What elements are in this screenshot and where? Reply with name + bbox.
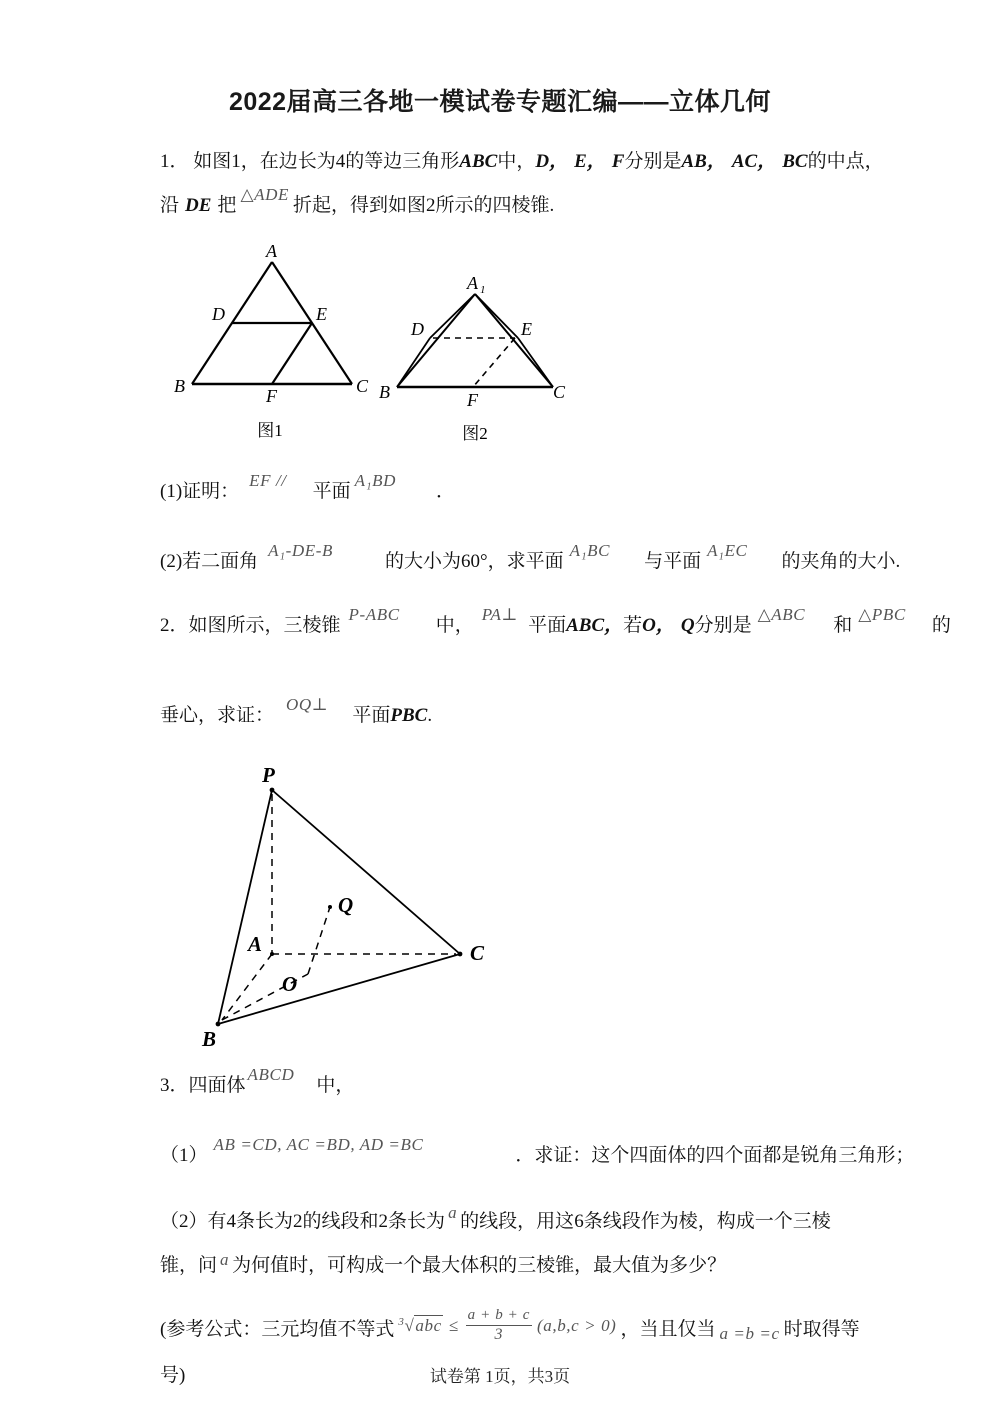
q1-p1-plane: 平面 bbox=[312, 481, 351, 502]
q2-formula-pa-perp: PA⊥ bbox=[481, 605, 519, 624]
figure-2-svg bbox=[375, 272, 575, 412]
q1-p2-formula-a1bc: A₁BC bbox=[569, 541, 611, 560]
q3-p1-text: ．求证：这个四面体的四个面都是锐角三角形； bbox=[515, 1145, 915, 1166]
q1-text-d: 的等边三角形 bbox=[345, 151, 460, 172]
q1-text-c: 4 bbox=[335, 151, 346, 172]
q1-var-ab: AB， bbox=[681, 151, 726, 172]
q2-formula-tri-pbc: △PBC bbox=[858, 605, 906, 624]
q3-text-b: 中， bbox=[316, 1075, 355, 1096]
q3-text-a: 四面体 bbox=[188, 1075, 246, 1096]
q1-var-abc: ABC bbox=[459, 151, 498, 172]
q3-p2-c: 条长为 bbox=[236, 1211, 294, 1232]
q3-note-b: ，当且仅当 bbox=[620, 1319, 716, 1340]
q1-text-b: 1，在边长为 bbox=[231, 151, 336, 172]
q2-text-c: 平面 bbox=[528, 615, 567, 636]
q3-p2-a: （2）有 bbox=[160, 1211, 227, 1232]
question-3-line-1 bbox=[160, 1064, 840, 1108]
q3-note-fraction bbox=[466, 1307, 532, 1344]
q1-var-bc: BC bbox=[782, 151, 808, 172]
q2-l2-a: 垂心，求证： bbox=[160, 705, 275, 726]
figure-1 bbox=[170, 244, 370, 441]
figure-1-label-A: A bbox=[266, 244, 277, 261]
q3-p2-g: 条长为 bbox=[388, 1211, 446, 1232]
q2-var-o: O， bbox=[642, 615, 675, 636]
q2-var-q: Q bbox=[680, 615, 695, 636]
figure-1-label-C: C bbox=[356, 376, 369, 396]
question-3-note-line-1 bbox=[160, 1307, 860, 1354]
q3-p2-i: 6 bbox=[574, 1211, 584, 1232]
q1-l2-de: DE bbox=[185, 195, 212, 216]
q3-p1-formula: AB =CD, AC =BD, AD =BC bbox=[213, 1135, 424, 1154]
q2-formula-pabc: P-ABC bbox=[348, 605, 400, 624]
q2-l2-b: 平面 bbox=[352, 705, 391, 726]
q1-p1-label: (1)证明： bbox=[160, 481, 240, 502]
figure-1-caption: 图1 bbox=[257, 421, 283, 440]
question-2-line-1 bbox=[160, 604, 951, 648]
figure-tetrahedron bbox=[160, 762, 840, 1062]
q2-l2-pbc: PBC bbox=[390, 705, 428, 726]
q3-p2-f: 2 bbox=[378, 1211, 389, 1232]
q3-p1-label: （1） bbox=[160, 1145, 208, 1166]
q3-note-radical-index: 3 bbox=[398, 1316, 405, 1328]
q1-p2-mid2: 与平面 bbox=[644, 551, 702, 572]
question-1-part-2 bbox=[160, 540, 901, 584]
question-3-part-1 bbox=[160, 1134, 915, 1178]
q2-formula-tri-abc: △ABC bbox=[757, 605, 806, 624]
q1-l2-a: 沿 bbox=[160, 195, 180, 216]
question-1-line-2 bbox=[160, 184, 840, 228]
q1-p2-mid: 的大小为60°，求平面 bbox=[385, 551, 564, 572]
figure-2-label-F: F bbox=[467, 390, 478, 410]
figure-2-caption: 图2 bbox=[462, 424, 488, 443]
figure-2-label-A1: A bbox=[467, 273, 478, 293]
question-3-part-2-line-2 bbox=[160, 1244, 840, 1288]
tetra-label-C: C bbox=[470, 941, 485, 965]
q1-var-ac: AC， bbox=[731, 151, 777, 172]
q1-p1-formula-ef: EF // bbox=[249, 471, 287, 490]
q1-p1-end: ． bbox=[436, 481, 456, 502]
q2-text-i: 和 bbox=[833, 615, 853, 636]
q3-note-condition: (a,b,c > 0) bbox=[536, 1316, 617, 1335]
q3-number: 3． bbox=[160, 1075, 189, 1096]
figure-tetrahedron-svg bbox=[190, 762, 530, 1052]
figure-1-label-D: D bbox=[212, 304, 225, 324]
q1-l2-f: 所示的四棱锥. bbox=[435, 195, 555, 216]
figure-1-label-B: B bbox=[174, 376, 185, 396]
figure-1-label-E: E bbox=[316, 304, 327, 324]
question-1 bbox=[160, 140, 901, 584]
q2-text-e: 若 bbox=[623, 615, 643, 636]
question-3 bbox=[160, 1064, 915, 1398]
figure-1-svg bbox=[170, 244, 370, 409]
q1-number: 1． bbox=[160, 151, 189, 172]
tetra-label-P: P bbox=[262, 763, 275, 787]
page-footer: 试卷第 1页，共3页 bbox=[429, 1367, 571, 1386]
q3-p2-var-a: a bbox=[448, 1203, 458, 1222]
q2-number: 2． bbox=[160, 615, 189, 636]
q3-p2-j: 条线段作为棱，构成一个三棱 bbox=[583, 1211, 831, 1232]
q1-var-d: D， bbox=[535, 151, 569, 172]
q3-note-equality: a =b =c bbox=[719, 1324, 780, 1343]
question-2 bbox=[160, 604, 951, 1062]
q2-var-abc: ABC， bbox=[566, 615, 624, 636]
question-1-part-1 bbox=[160, 470, 840, 514]
q1-l2-c: 把 bbox=[217, 195, 237, 216]
q3-p2-d: 2 bbox=[293, 1211, 303, 1232]
figure-2-label-C: C bbox=[553, 382, 566, 402]
q3-note-rel: ≤ bbox=[448, 1316, 459, 1335]
q1-text-n: 的中点， bbox=[807, 151, 884, 172]
q3-p2-b: 4 bbox=[226, 1211, 237, 1232]
tetra-label-A: A bbox=[248, 932, 263, 956]
q1-p2-formula-a1ec: A₁EC bbox=[707, 541, 748, 560]
q2-text-a: 如图所示，三棱锥 bbox=[188, 615, 341, 636]
q1-text-j: 分别是 bbox=[624, 151, 682, 172]
q3-p2-l2-a: 锥，问 bbox=[160, 1255, 218, 1276]
figure-2 bbox=[375, 272, 575, 444]
question-3-part-2-line-1 bbox=[160, 1200, 840, 1244]
figure-2-label-D: D bbox=[411, 319, 424, 339]
q1-var-e: E， bbox=[574, 151, 606, 172]
figure-row-1 bbox=[160, 244, 840, 443]
q3-note-a: (参考公式：三元均值不等式 bbox=[160, 1319, 395, 1340]
q2-l2-d: . bbox=[427, 705, 433, 726]
q1-l2-e: 2 bbox=[425, 195, 436, 216]
q1-text-f: 中， bbox=[497, 151, 536, 172]
q2-formula-oq-perp: OQ⊥ bbox=[286, 695, 329, 714]
q1-var-f: F bbox=[611, 151, 625, 172]
q1-p2-end: 的夹角的大小. bbox=[781, 551, 901, 572]
q1-p2-formula-dihedral: A₁-DE-B bbox=[268, 541, 334, 560]
question-2-line-2 bbox=[160, 694, 840, 738]
figure-2-label-E: E bbox=[521, 319, 532, 339]
tetra-label-Q: Q bbox=[338, 893, 354, 917]
q3-p2-l2-b: 为何值时，可构成一个最大体积的三棱锥，最大值为多少？ bbox=[232, 1255, 727, 1276]
q1-l2-formula-ade: △ADE bbox=[240, 185, 289, 204]
q2-text-b: 中， bbox=[435, 615, 474, 636]
q1-p2-label: (2)若二面角 bbox=[160, 551, 259, 572]
q3-note-numerator: a + b + c bbox=[466, 1307, 532, 1325]
q3-p2-l2-var-a: a bbox=[220, 1250, 230, 1269]
tetra-label-B: B bbox=[202, 1027, 217, 1051]
q3-p2-e: 的线段和 bbox=[302, 1211, 379, 1232]
q3-note-denominator: 3 bbox=[494, 1325, 504, 1343]
figure-2-label-B: B bbox=[379, 382, 390, 402]
q1-l2-d: 折起，得到如图 bbox=[292, 195, 426, 216]
q3-note-c: 时取得等 bbox=[783, 1319, 860, 1340]
q2-text-h: 分别是 bbox=[694, 615, 752, 636]
q3-formula-abcd: ABCD bbox=[247, 1065, 295, 1084]
q2-text-j: 的 bbox=[931, 615, 951, 636]
q3-note-d: 号) bbox=[160, 1365, 186, 1386]
q3-p2-h: 的线段，用这 bbox=[460, 1211, 575, 1232]
q1-p1-formula-a1bd: A₁BD bbox=[354, 471, 396, 490]
q1-text-a: 如图 bbox=[193, 151, 232, 172]
figure-1-label-F: F bbox=[266, 386, 277, 406]
q3-note-radicand: abc bbox=[415, 1316, 442, 1335]
figure-2-label-A1-sub: 1 bbox=[480, 284, 486, 296]
q3-note-radical: $^3$√abc bbox=[398, 1316, 442, 1335]
tetra-label-O: O bbox=[282, 972, 298, 996]
page-title: 2022届高三各地一模试卷专题汇编——立体几何 bbox=[228, 88, 772, 116]
